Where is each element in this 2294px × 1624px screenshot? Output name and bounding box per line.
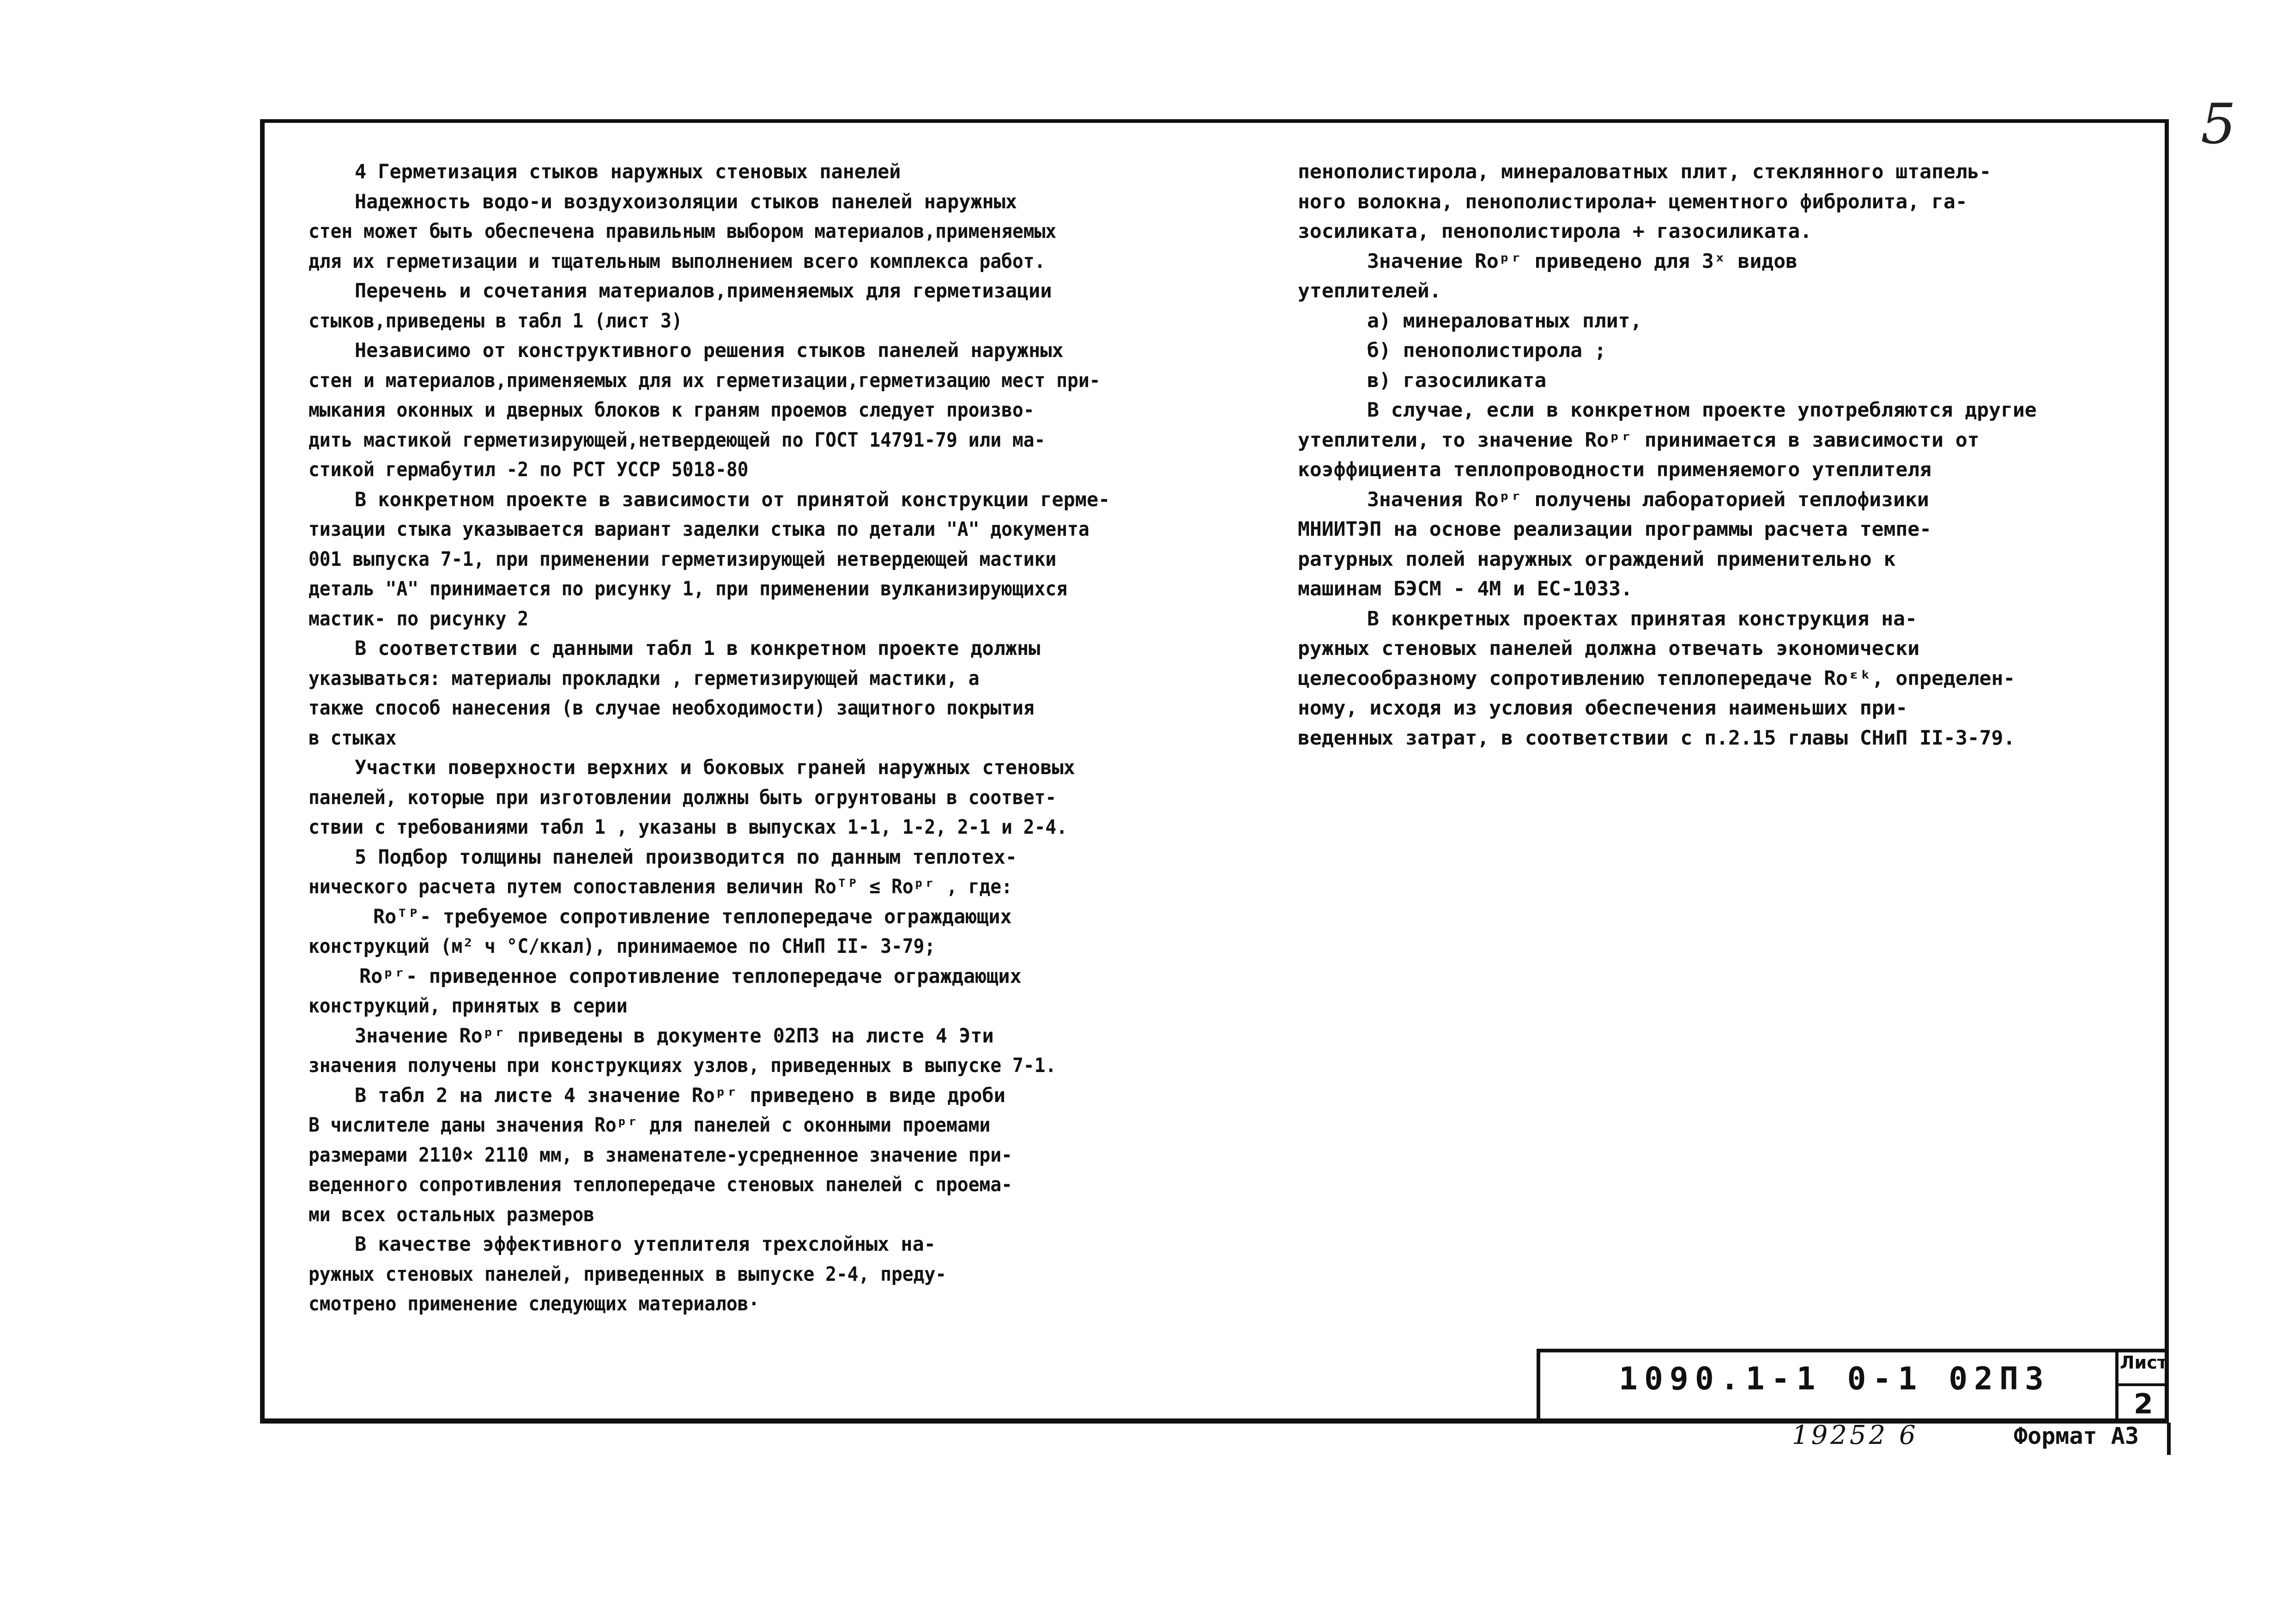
sheet-number: 2 bbox=[2134, 1388, 2153, 1420]
text-line: ми всех остальных размеров bbox=[309, 1203, 595, 1226]
text-line: веденных затрат, в соответствии с п.2.15 главы СНиП II-3-79. bbox=[1298, 726, 2016, 750]
text-line: ствии с требованиями табл 1 , указаны в выпусках 1-1, 1-2, 2-1 и 2-4. bbox=[309, 816, 1068, 839]
text-line: ружных стеновых панелей должна отвечать экономически bbox=[1298, 637, 1920, 660]
text-line: МНИИТЭП на основе реализации программы расчета темпе- bbox=[1298, 518, 1932, 541]
text-line: тизации стыка указывается вариант заделки стыка по детали "А" документа bbox=[309, 518, 1089, 541]
text-line: ратурных полей наружных ограждений применительно к bbox=[1298, 547, 1896, 571]
text-line: коэффициента теплопроводности применяемого утеплителя bbox=[1298, 458, 1932, 481]
text-line: 4 Герметизация стыков наружных стеновых панелей bbox=[355, 160, 901, 183]
text-line: В случае, если в конкретном проекте употребляются другие bbox=[1367, 399, 2037, 422]
text-line: также способ нанесения (в случае необходимости) защитного покрытия bbox=[309, 697, 1035, 720]
text-line: ружных стеновых панелей, приведенных в выпуске 2-4, преду- bbox=[309, 1262, 947, 1286]
text-line: ному, исходя из условия обеспечения наименьших при- bbox=[1298, 697, 1908, 720]
text-line: указываться: материалы прокладки , герметизирующей мастики, а bbox=[309, 667, 980, 690]
text-line: 001 выпуска 7-1, при применении герметизирующей нетвердеющей мастики bbox=[309, 547, 1057, 571]
text-line: мастик- по рисунку 2 bbox=[309, 607, 529, 630]
text-line: Значения Roᵖʳ получены лабораторией теплофизики bbox=[1367, 488, 1929, 511]
text-line: В табл 2 на листе 4 значение Roᵖʳ приведено в виде дроби bbox=[355, 1084, 1005, 1107]
text-column-right bbox=[1298, 157, 2152, 753]
text-line: дить мастикой герметизирующей,нетвердеющей по ГОСТ 14791-79 или ма- bbox=[309, 428, 1046, 452]
format-tick-mark bbox=[2167, 1423, 2171, 1455]
text-line: Roᵀᴾ- требуемое сопротивление теплопередаче ограждающих bbox=[373, 905, 1012, 928]
sheet-label: Лист bbox=[2120, 1352, 2167, 1373]
text-line: размерами 2110× 2110 мм, в знаменателе-усредненное значение при- bbox=[309, 1143, 1012, 1167]
text-line: а) минераловатных плит, bbox=[1367, 309, 1642, 333]
inventory-number: 19252 6 bbox=[1792, 1420, 1919, 1450]
document-code: 1090.1-1 0-1 02ПЗ bbox=[1619, 1361, 2050, 1397]
text-line: целесообразному сопротивлению теплопередаче Roᵋᵏ, определен- bbox=[1298, 667, 2016, 690]
text-line: 5 Подбор толщины панелей производится по данным теплотех- bbox=[355, 845, 1017, 869]
text-line: конструкций (м² ч °С/ккал), принимаемое по СНиП II- 3-79; bbox=[309, 935, 936, 958]
text-line: в стыках bbox=[309, 726, 397, 750]
text-line: для их герметизации и тщательным выполнением всего комплекса работ. bbox=[309, 249, 1046, 273]
text-line: зосиликата, пенополистирола + газосиликата. bbox=[1298, 220, 1812, 243]
text-line: веденного сопротивления теплопередаче стеновых панелей с проема- bbox=[309, 1173, 1012, 1196]
text-line: В соответствии с данными табл 1 в конкретном проекте должны bbox=[355, 637, 1041, 660]
text-line: Участки поверхности верхних и боковых граней наружных стеновых bbox=[355, 756, 1075, 779]
text-line: конструкций, принятых в серии bbox=[309, 994, 628, 1018]
text-line: В конкретных проектах принятая конструкция на- bbox=[1367, 607, 1917, 630]
text-line: панелей, которые при изготовлении должны быть огрунтованы в соответ- bbox=[309, 786, 1057, 809]
text-line: значения получены при конструкциях узлов, приведенных в выпуске 7-1. bbox=[309, 1054, 1057, 1077]
text-line: утеплители, то значение Roᵖʳ принимается в зависимости от bbox=[1298, 428, 1979, 452]
text-line: В числителе даны значения Roᵖʳ для панелей с оконными проемами bbox=[309, 1114, 991, 1137]
text-line: В конкретном проекте в зависимости от принятой конструкции герме- bbox=[355, 488, 1110, 511]
text-line: Значение Roᵖʳ приведены в документе 02ПЗ на листе 4 Эти bbox=[355, 1024, 994, 1048]
text-line: нического расчета путем сопоставления величин Roᵀᴾ ≤ Roᵖʳ , где: bbox=[309, 875, 1012, 898]
text-line: смотрено применение следующих материалов· bbox=[309, 1292, 760, 1315]
text-line: стен может быть обеспечена правильным выбором материалов,применяемых bbox=[309, 220, 1057, 243]
text-line: деталь "А" принимается по рисунку 1, при применении вулканизирующихся bbox=[309, 577, 1068, 600]
text-line: пенополистирола, минераловатных плит, стеклянного штапель- bbox=[1298, 160, 1991, 183]
text-line: Значение Roᵖʳ приведено для 3ˣ видов bbox=[1367, 249, 1798, 273]
text-column-left bbox=[309, 157, 1172, 1319]
text-line: мыкания оконных и дверных блоков к граням проемов следует произво- bbox=[309, 399, 1035, 422]
sheet-cell-divider bbox=[2115, 1383, 2169, 1386]
text-line: стен и материалов,применяемых для их герметизации,герметизацию мест при- bbox=[309, 369, 1101, 392]
text-line: б) пенополистирола ; bbox=[1367, 339, 1606, 362]
text-line: утеплителей. bbox=[1298, 279, 1441, 303]
text-line: Независимо от конструктивного решения стыков панелей наружных bbox=[355, 339, 1064, 362]
text-line: стыков,приведены в табл 1 (лист 3) bbox=[309, 309, 683, 333]
corner-page-number: 5 bbox=[2201, 92, 2236, 157]
text-line: ного волокна, пенополистирола+ цементного фибролита, га- bbox=[1298, 190, 1967, 213]
text-line: Roᵖʳ- приведенное сопротивление теплопередаче ограждающих bbox=[359, 964, 1022, 988]
text-line: В качестве эффективного утеплителя трехслойных на- bbox=[355, 1233, 936, 1256]
text-line: Перечень и сочетания материалов,применяемых для герметизации bbox=[355, 279, 1052, 303]
text-line: машинам БЭСМ - 4М и ЕС-1033. bbox=[1298, 577, 1633, 600]
text-line: Надежность водо-и воздухоизоляции стыков панелей наружных bbox=[355, 190, 1017, 213]
text-line: в) газосиликата bbox=[1367, 369, 1547, 392]
text-line: стикой гермабутил -2 по РСТ УССР 5018-80 bbox=[309, 458, 749, 481]
format-label: Формат А3 bbox=[2014, 1423, 2139, 1449]
